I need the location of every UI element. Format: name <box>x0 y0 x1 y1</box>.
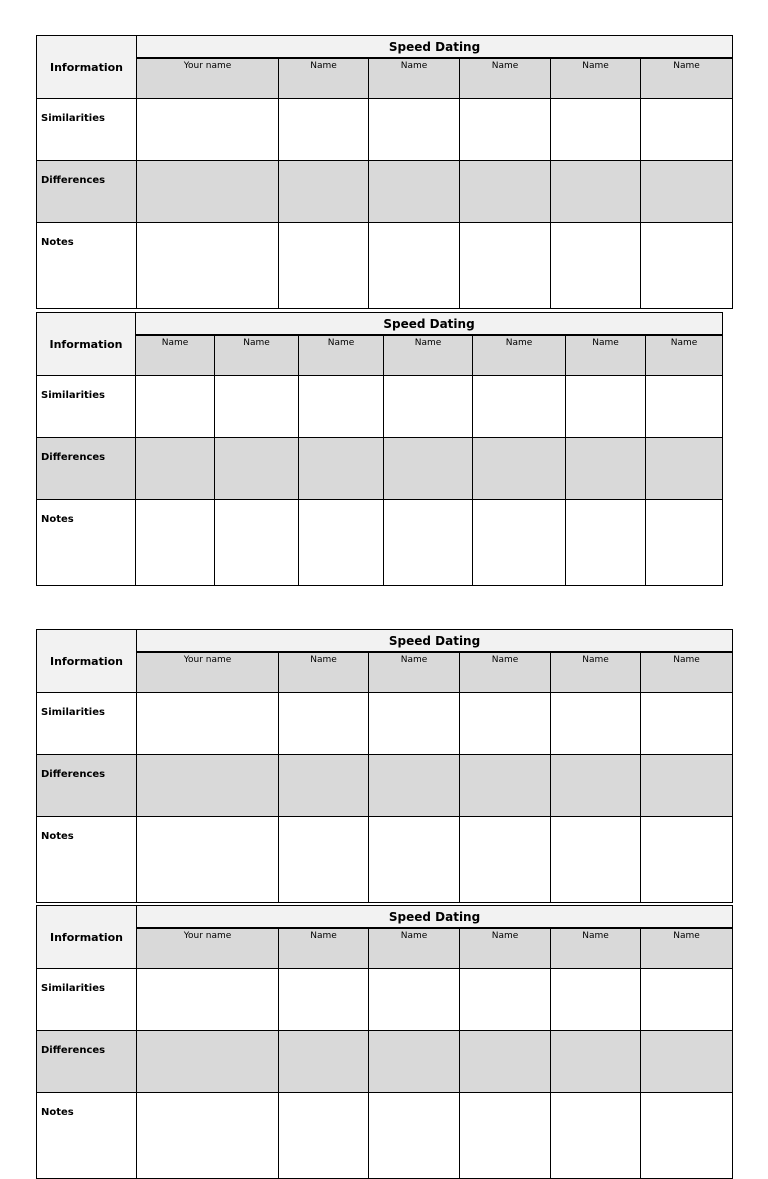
entry-cell[interactable] <box>279 1093 369 1179</box>
entry-cell[interactable] <box>279 755 369 817</box>
table-title: Speed Dating <box>137 906 733 929</box>
entry-cell[interactable] <box>279 1031 369 1093</box>
name-column-header: Name <box>646 335 723 376</box>
speed-dating-table-2 <box>36 312 723 586</box>
entry-cell[interactable] <box>641 755 733 817</box>
entry-cell[interactable] <box>551 693 641 755</box>
information-header: Information <box>37 36 137 99</box>
entry-cell[interactable] <box>566 500 646 586</box>
entry-cell[interactable] <box>279 969 369 1031</box>
speed-dating-table-3 <box>36 629 733 903</box>
name-column-header: Name <box>551 928 641 969</box>
information-header: Information <box>37 630 137 693</box>
entry-cell[interactable] <box>369 99 460 161</box>
name-column-header: Name <box>460 652 551 693</box>
entry-cell[interactable] <box>369 223 460 309</box>
entry-cell[interactable] <box>641 1031 733 1093</box>
entry-cell[interactable] <box>473 438 566 500</box>
entry-cell[interactable] <box>551 1093 641 1179</box>
table-title: Speed Dating <box>137 630 733 653</box>
entry-cell[interactable] <box>460 1093 551 1179</box>
name-column-header: Name <box>460 58 551 99</box>
entry-cell[interactable] <box>299 500 384 586</box>
row-label-differences: Differences <box>37 161 137 223</box>
entry-cell[interactable] <box>551 161 641 223</box>
speed-dating-table-4 <box>36 905 733 1179</box>
entry-cell[interactable] <box>641 817 733 903</box>
entry-cell[interactable] <box>369 1031 460 1093</box>
entry-cell[interactable] <box>460 99 551 161</box>
entry-cell[interactable] <box>137 223 279 309</box>
name-column-header: Name <box>551 58 641 99</box>
name-column-header: Your name <box>137 928 279 969</box>
name-column-header: Name <box>369 652 460 693</box>
entry-cell[interactable] <box>641 969 733 1031</box>
table-title: Speed Dating <box>136 313 723 336</box>
row-label-similarities: Similarities <box>37 693 137 755</box>
name-column-header: Name <box>566 335 646 376</box>
entry-cell[interactable] <box>136 500 215 586</box>
name-column-header: Name <box>279 652 369 693</box>
information-header: Information <box>37 313 136 376</box>
entry-cell[interactable] <box>137 969 279 1031</box>
entry-cell[interactable] <box>473 500 566 586</box>
entry-cell[interactable] <box>384 500 473 586</box>
entry-cell[interactable] <box>646 500 723 586</box>
entry-cell[interactable] <box>551 817 641 903</box>
entry-cell[interactable] <box>551 1031 641 1093</box>
row-label-similarities: Similarities <box>37 99 137 161</box>
entry-cell[interactable] <box>137 161 279 223</box>
row-label-similarities: Similarities <box>37 969 137 1031</box>
entry-cell[interactable] <box>460 969 551 1031</box>
entry-cell[interactable] <box>137 817 279 903</box>
entry-cell[interactable] <box>137 693 279 755</box>
name-column-header: Name <box>384 335 473 376</box>
name-column-header: Name <box>641 58 733 99</box>
entry-cell[interactable] <box>137 1031 279 1093</box>
row-label-notes: Notes <box>37 223 137 309</box>
entry-cell[interactable] <box>641 1093 733 1179</box>
row-label-differences: Differences <box>37 755 137 817</box>
entry-cell[interactable] <box>551 969 641 1031</box>
row-label-notes: Notes <box>37 817 137 903</box>
entry-cell[interactable] <box>384 438 473 500</box>
name-column-header: Name <box>279 58 369 99</box>
entry-cell[interactable] <box>279 693 369 755</box>
entry-cell[interactable] <box>460 693 551 755</box>
entry-cell[interactable] <box>460 161 551 223</box>
entry-cell[interactable] <box>641 223 733 309</box>
name-column-header: Name <box>299 335 384 376</box>
entry-cell[interactable] <box>460 1031 551 1093</box>
entry-cell[interactable] <box>369 693 460 755</box>
row-label-differences: Differences <box>37 438 136 500</box>
name-column-header: Name <box>641 652 733 693</box>
entry-cell[interactable] <box>551 223 641 309</box>
entry-cell[interactable] <box>460 223 551 309</box>
name-column-header: Name <box>641 928 733 969</box>
entry-cell[interactable] <box>551 99 641 161</box>
entry-cell[interactable] <box>279 161 369 223</box>
speed-dating-table-1 <box>36 35 733 309</box>
entry-cell[interactable] <box>641 99 733 161</box>
entry-cell[interactable] <box>279 99 369 161</box>
entry-cell[interactable] <box>215 500 299 586</box>
entry-cell[interactable] <box>279 223 369 309</box>
entry-cell[interactable] <box>460 755 551 817</box>
entry-cell[interactable] <box>460 817 551 903</box>
entry-cell[interactable] <box>369 1093 460 1179</box>
entry-cell[interactable] <box>551 755 641 817</box>
name-column-header: Your name <box>137 58 279 99</box>
entry-cell[interactable] <box>137 755 279 817</box>
entry-cell[interactable] <box>299 438 384 500</box>
table-title: Speed Dating <box>137 36 733 59</box>
name-column-header: Name <box>460 928 551 969</box>
entry-cell[interactable] <box>137 99 279 161</box>
entry-cell[interactable] <box>137 1093 279 1179</box>
entry-cell[interactable] <box>279 817 369 903</box>
entry-cell[interactable] <box>566 438 646 500</box>
row-label-notes: Notes <box>37 500 136 586</box>
name-column-header: Name <box>136 335 215 376</box>
name-column-header: Name <box>369 928 460 969</box>
name-column-header: Name <box>551 652 641 693</box>
name-column-header: Your name <box>137 652 279 693</box>
name-column-header: Name <box>279 928 369 969</box>
entry-cell[interactable] <box>646 438 723 500</box>
entry-cell[interactable] <box>473 376 566 438</box>
name-column-header: Name <box>215 335 299 376</box>
row-label-notes: Notes <box>37 1093 137 1179</box>
entry-cell[interactable] <box>299 376 384 438</box>
entry-cell[interactable] <box>384 376 473 438</box>
entry-cell[interactable] <box>215 438 299 500</box>
name-column-header: Name <box>473 335 566 376</box>
entry-cell[interactable] <box>369 755 460 817</box>
entry-cell[interactable] <box>566 376 646 438</box>
entry-cell[interactable] <box>641 693 733 755</box>
entry-cell[interactable] <box>136 376 215 438</box>
entry-cell[interactable] <box>646 376 723 438</box>
row-label-differences: Differences <box>37 1031 137 1093</box>
entry-cell[interactable] <box>369 969 460 1031</box>
entry-cell[interactable] <box>136 438 215 500</box>
entry-cell[interactable] <box>641 161 733 223</box>
entry-cell[interactable] <box>369 161 460 223</box>
information-header: Information <box>37 906 137 969</box>
name-column-header: Name <box>369 58 460 99</box>
row-label-similarities: Similarities <box>37 376 136 438</box>
entry-cell[interactable] <box>215 376 299 438</box>
entry-cell[interactable] <box>369 817 460 903</box>
